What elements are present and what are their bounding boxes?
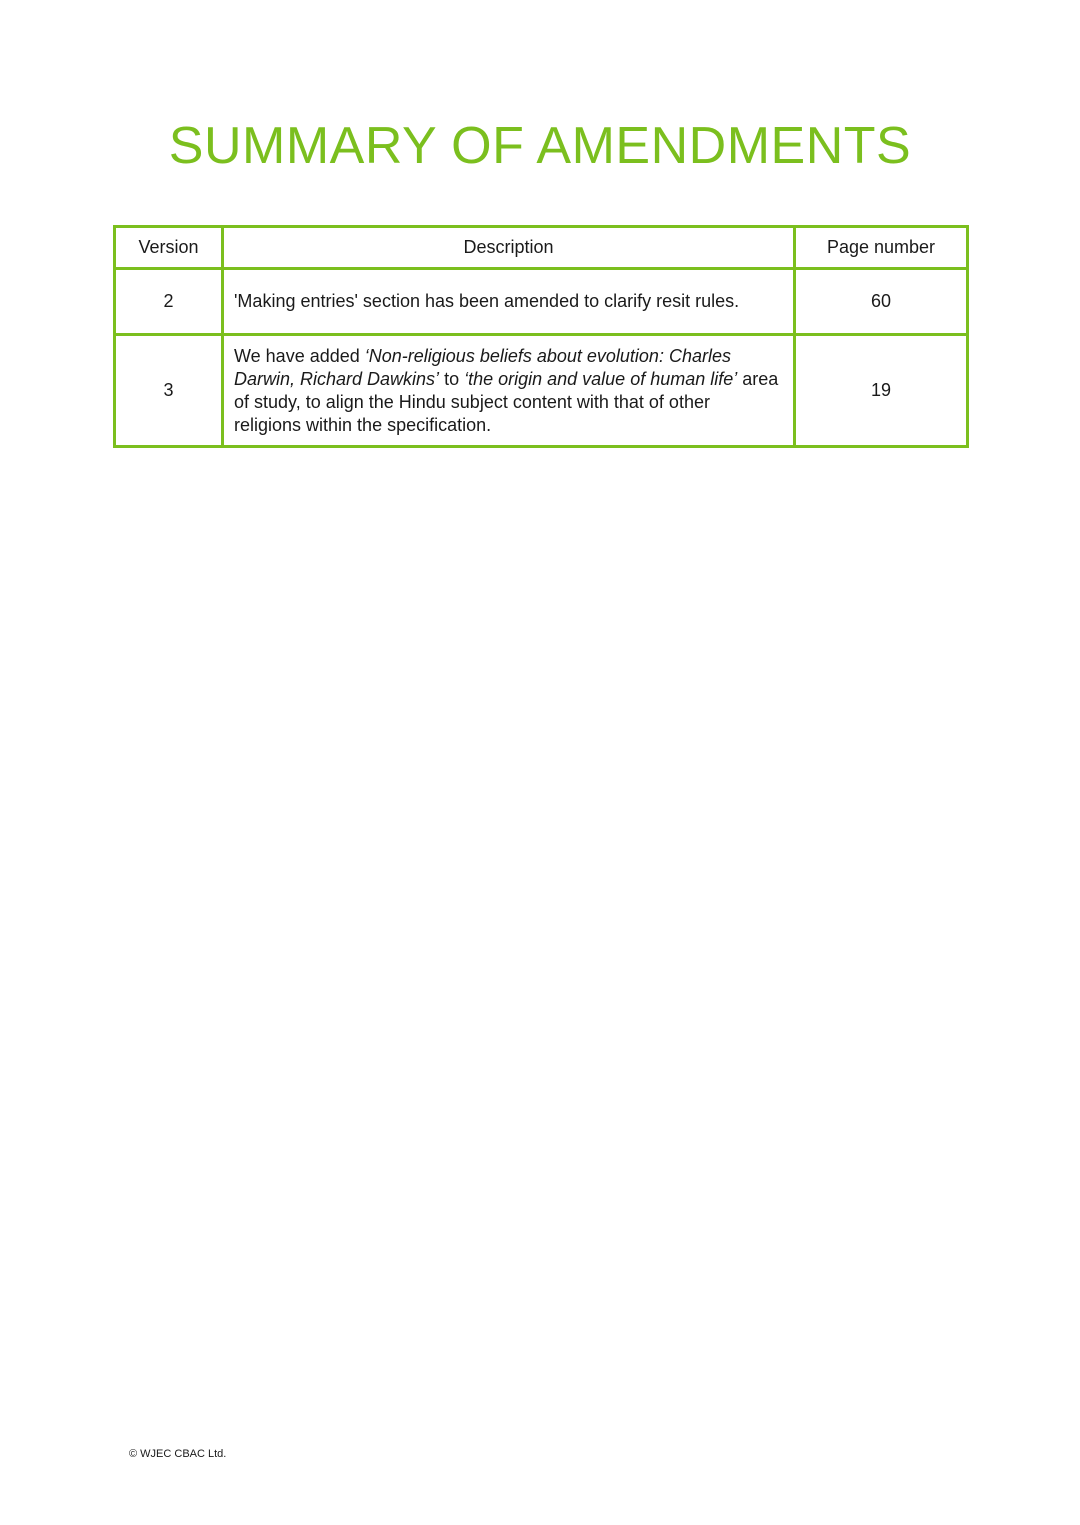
description-italic-text: ‘the origin and value of human life’ [464, 368, 738, 389]
description-text: We have added [234, 345, 365, 366]
copyright-footer: © WJEC CBAC Ltd. [129, 1448, 227, 1460]
table-header-row [115, 227, 968, 269]
version-cell: 2 [115, 269, 223, 335]
page-number-cell: 19 [795, 335, 968, 447]
version-column-header: Version [115, 227, 223, 269]
description-text: 'Making entries' section has been amended to clarify resit rules. [234, 291, 740, 311]
page-title: SUMMARY OF AMENDMENTS [168, 117, 912, 175]
version-cell: 3 [115, 335, 223, 447]
page-number-cell: 60 [795, 269, 968, 335]
description-text: area of study, to align the Hindu subject content with that of other religions within the specification. [234, 368, 779, 435]
description-cell [223, 335, 795, 447]
table-row [115, 335, 968, 447]
description-column-header: Description [223, 227, 795, 269]
description-text: to [439, 368, 465, 389]
amendments-table [113, 225, 969, 448]
page-number-column-header: Page number [795, 227, 968, 269]
description-italic-text: ‘Non-religious beliefs about evolution: Charles Darwin, Richard Dawkins’ [234, 345, 731, 389]
description-cell [223, 269, 795, 335]
table-row [115, 269, 968, 335]
